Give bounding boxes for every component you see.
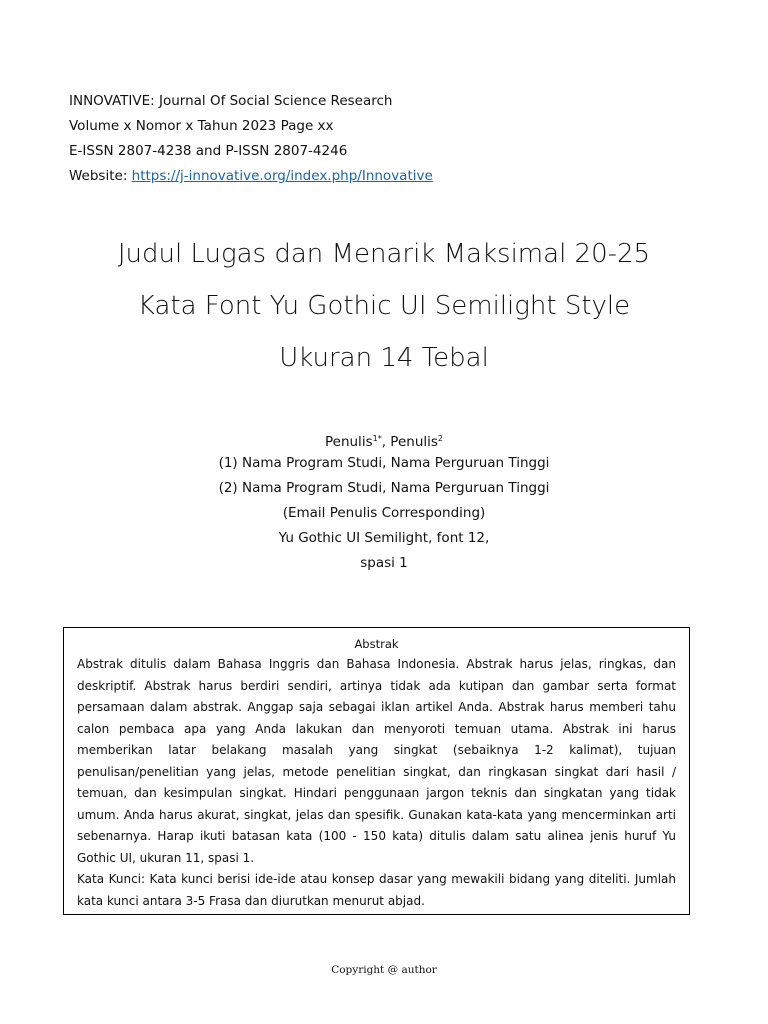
website-link[interactable]: https://j-innovative.org/index.php/Innovative (131, 168, 433, 184)
author-separator: , (381, 434, 391, 450)
journal-website (69, 164, 433, 189)
title-line-2: Kata Font Yu Gothic UI Semilight Style (137, 291, 631, 321)
journal-issn: E-ISSN 2807-4238 and P-ISSN 2807-4246 (69, 143, 348, 159)
abstract-box (63, 627, 690, 915)
website-label: Website: (69, 168, 132, 184)
spacing-note: spasi 1 (360, 555, 408, 571)
paper-title (0, 228, 768, 384)
abstract-body: Abstrak ditulis dalam Bahasa Inggris dan Bahasa Indonesia. Abstrak harus jelas, ringkas, dan deskriptif. Abstrak harus berdiri sendiri, artinya tidak ada kutipan dan gambar serta format persamaan dalam abstrak. Anggap saja sebagai iklan artikel Anda. Abstrak harus memberi tahu calon pembaca apa yang Anda lakukan dan menyoroti temuan utama. Abstrak ini harus memberikan latar belakang masalah yang singkat (sebaiknya 1-2 kalimat), tujuan penulisan/penelitian yang jelas, metode penelitian singkat, dan ringkasan singkat dari hasil / temuan, dan kesimpulan singkat. Hindari penggunaan jargon teknis dan singkatan yang tidak umum. Anda harus akurat, singkat, jelas dan spesifik. Gunakan kata-kata yang mencerminkan arti sebenarnya. Harap ikuti batasan kata (100 - 150 kata) ditulis dalam satu alinea jenis huruf Yu Gothic UI, ukuran 11, spasi 1. (77, 657, 676, 865)
title-line-3: Ukuran 14 Tebal (279, 343, 489, 373)
affiliation-2: (2) Nama Program Studi, Nama Perguruan Tinggi (218, 480, 550, 496)
author-1-sup: 1* (372, 434, 382, 443)
font-note: Yu Gothic UI Semilight, font 12, (278, 530, 490, 546)
author-names (0, 426, 768, 451)
journal-header (69, 89, 433, 189)
abstract-heading: Abstrak (354, 637, 399, 651)
abstract-keywords: Kata Kunci: Kata kunci berisi ide-ide atau konsep dasar yang mewakili bidang yang diteliti. Jumlah kata kunci antara 3-5 Frasa dan diurutkan menurut abjad. (77, 872, 676, 908)
author-2-sup: 2 (437, 434, 444, 443)
author-block (0, 426, 768, 576)
author-1: Penulis (324, 434, 373, 450)
copyright-footer: Copyright @ author (331, 964, 437, 976)
title-line-1: Judul Lugas dan Menarik Maksimal 20-25 (117, 239, 651, 269)
journal-name: INNOVATIVE: Journal Of Social Science Research (69, 93, 393, 109)
journal-volume: Volume x Nomor x Tahun 2023 Page xx (69, 118, 334, 134)
corresponding-email: (Email Penulis Corresponding) (282, 505, 486, 521)
affiliation-1: (1) Nama Program Studi, Nama Perguruan Tinggi (218, 455, 550, 471)
author-2: Penulis (390, 434, 438, 450)
